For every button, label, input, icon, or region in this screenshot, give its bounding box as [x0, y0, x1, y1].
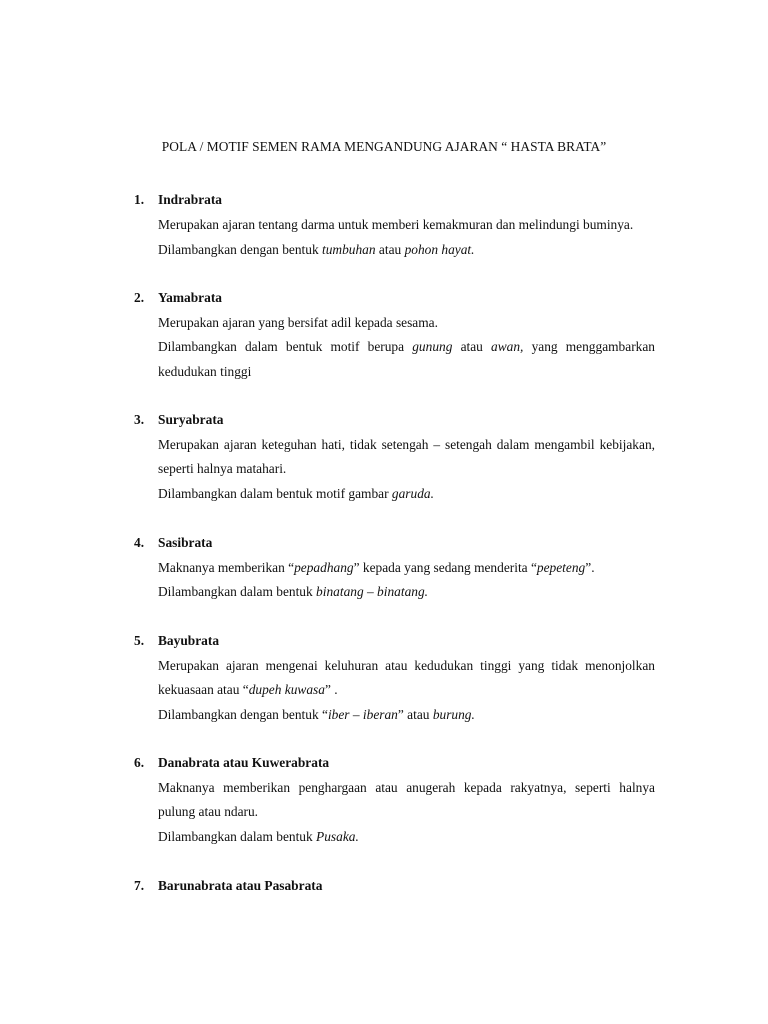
item-title: Danabrata atau Kuwerabrata — [158, 755, 330, 770]
italic-term: burung. — [432, 707, 475, 722]
item-5-line-1: Merupakan ajaran mengenai keluhuran atau kedudukan tinggi yang tidak menonjolkan — [158, 658, 655, 673]
text-run: Maknanya memberikan “ — [158, 560, 295, 575]
italic-term: tumbuhan — [322, 242, 376, 257]
item-5-line-3 — [158, 708, 475, 721]
text-run: Dilambangkan dalam bentuk motif gambar — [158, 486, 392, 501]
item-heading-2 — [134, 290, 222, 306]
item-6-line-3 — [158, 830, 359, 843]
item-title: Suryabrata — [158, 412, 224, 427]
item-heading-3 — [134, 412, 223, 428]
text-run: yang menggambarkan — [523, 339, 655, 354]
item-number: 5. — [134, 633, 145, 648]
item-title: Sasibrata — [158, 535, 213, 550]
item-title: Yamabrata — [158, 290, 222, 305]
item-number: 3. — [134, 412, 145, 427]
text-run: atau — [375, 242, 405, 257]
italic-term: pohon hayat. — [404, 242, 475, 257]
item-2-line-1: Merupakan ajaran yang bersifat adil kepada sesama. — [158, 315, 438, 330]
item-title: Bayubrata — [158, 633, 220, 648]
item-6-line-1: Maknanya memberikan penghargaan atau anugerah kepada rakyatnya, seperti halnya — [158, 780, 655, 795]
item-number: 4. — [134, 535, 145, 550]
item-heading-5 — [134, 633, 219, 649]
text-run: ” kepada yang sedang menderita “ — [353, 560, 537, 575]
item-heading-7 — [134, 878, 322, 894]
text-run: ” atau — [397, 707, 433, 722]
text-run: ” . — [324, 682, 338, 697]
document-title: POLA / MOTIF SEMEN RAMA MENGANDUNG AJARAN “ HASTA BRATA” — [161, 139, 607, 154]
text-run: Dilambangkan dalam bentuk — [158, 584, 317, 599]
item-3-line-3 — [158, 487, 434, 500]
text-run: Dilambangkan dalam bentuk — [158, 829, 317, 844]
italic-term: binatang – binatang. — [316, 584, 429, 599]
text-run: Dilambangkan dengan bentuk — [158, 242, 322, 257]
text-run: Dilambangkan dengan bentuk “ — [158, 707, 328, 722]
item-number: 7. — [134, 878, 145, 893]
italic-term: gunung — [412, 339, 453, 354]
item-2-line-2 — [158, 340, 655, 353]
italic-term: dupeh kuwasa — [248, 682, 325, 697]
item-5-line-2 — [158, 683, 338, 696]
item-number: 1. — [134, 192, 145, 207]
item-1-line-1: Merupakan ajaran tentang darma untuk memberi kemakmuran dan melindungi buminya. — [158, 217, 634, 232]
item-heading-1 — [134, 192, 222, 208]
item-1-line-2 — [158, 243, 475, 256]
item-title: Barunabrata atau Pasabrata — [158, 878, 323, 893]
text-run: ”. — [585, 560, 595, 575]
italic-term: pepadhang — [294, 560, 354, 575]
item-heading-6 — [134, 755, 329, 771]
item-4-line-2 — [158, 585, 428, 598]
italic-term: pepeteng — [536, 560, 586, 575]
text-run: atau — [452, 339, 492, 354]
item-number: 6. — [134, 755, 145, 770]
item-3-line-2: seperti halnya matahari. — [158, 461, 287, 476]
italic-term: awan, — [491, 339, 524, 354]
item-3-line-1: Merupakan ajaran keteguhan hati, tidak setengah – setengah dalam mengambil kebijakan, — [158, 437, 655, 452]
text-run: kekuasaan atau “ — [158, 682, 249, 697]
italic-term: Pusaka. — [316, 829, 359, 844]
item-2-line-3: kedudukan tinggi — [158, 364, 252, 379]
italic-term: garuda. — [391, 486, 434, 501]
item-6-line-2: pulung atau ndaru. — [158, 804, 259, 819]
item-4-line-1 — [158, 561, 595, 574]
item-number: 2. — [134, 290, 145, 305]
text-run: Dilambangkan dalam bentuk motif berupa — [158, 339, 413, 354]
item-heading-4 — [134, 535, 212, 551]
italic-term: iber – iberan — [327, 707, 398, 722]
item-title: Indrabrata — [158, 192, 222, 207]
